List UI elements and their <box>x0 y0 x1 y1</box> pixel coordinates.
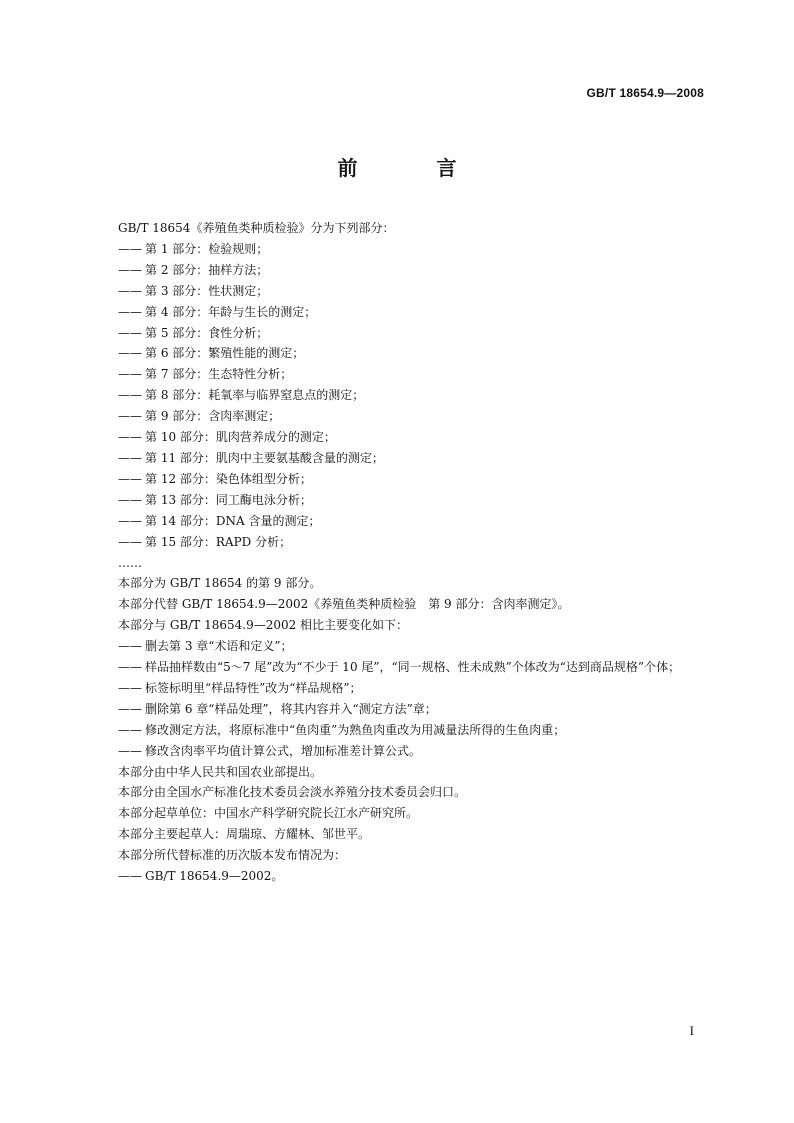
dash-mark: —— <box>118 304 142 319</box>
change-item-3: —— 标签标明里“样品特性”改为“样品规格”； <box>118 678 718 699</box>
dash-mark: —— <box>118 450 142 465</box>
dash-mark: —— <box>118 262 142 277</box>
dash-mark: —— <box>118 471 142 486</box>
intro-paragraph: GB/T 18654《养殖鱼类种质检验》分为下列部分： <box>118 221 395 235</box>
dash-mark: —— <box>118 701 142 716</box>
statement-changes: 本部分与 GB/T 18654.9—2002 相比主要变化如下： <box>118 618 409 633</box>
drafting-unit: 本部分起草单位：中国水产科学研究院长江水产研究所。 <box>118 806 419 821</box>
dash-mark: —— <box>118 743 142 758</box>
centralized-by: 本部分由全国水产标准化技术委员会淡水养殖分技术委员会归口。 <box>118 785 467 800</box>
part-item-10: —— 第 10 部分：肌肉营养成分的测定； <box>118 427 718 448</box>
page-title: 前 言 <box>337 156 493 180</box>
part-item-7: —— 第 7 部分：生态特性分析； <box>118 364 718 385</box>
part-item-2: —— 第 2 部分：抽样方法； <box>118 260 718 281</box>
dash-mark: —— <box>118 346 142 361</box>
change-item-5: —— 修改测定方法，将原标准中“鱼肉重”为熟鱼肉重改为用减量法所得的生鱼肉重； <box>118 720 718 741</box>
part-item-1: —— 第 1 部分：检验规则； <box>118 239 718 260</box>
part-item-14: —— 第 14 部分：DNA 含量的测定； <box>118 511 718 532</box>
dash-mark: —— <box>118 409 142 424</box>
changes-list <box>118 636 718 761</box>
proposed-by: 本部分由中华人民共和国农业部提出。 <box>118 764 323 779</box>
history-intro: 本部分所代替标准的历次版本发布情况为： <box>118 848 347 863</box>
change-item-2: —— 样品抽样数由“5～7 尾”改为“不少于 10 尾”，“同一规格、性未成熟”个体改为“达到商品规格”个体； <box>118 657 718 678</box>
part-item-3: —— 第 3 部分：性状测定； <box>118 281 718 302</box>
page-number: I <box>689 1023 694 1038</box>
change-item-4: —— 删除第 6 章“样品处理”，将其内容并入“测定方法”章； <box>118 699 718 720</box>
standard-code-header: GB/T 18654.9—2008 <box>586 86 704 100</box>
dash-mark: —— <box>118 367 142 382</box>
part-item-6: —— 第 6 部分：繁殖性能的测定； <box>118 343 718 364</box>
dash-mark: —— <box>118 534 142 549</box>
dash-mark: —— <box>118 869 142 884</box>
part-item-15: —— 第 15 部分：RAPD 分析； <box>118 532 718 553</box>
foreword-body <box>118 218 718 887</box>
dash-mark: —— <box>118 513 142 528</box>
change-item-1: —— 删去第 3 章“术语和定义”； <box>118 636 718 657</box>
dash-mark: —— <box>118 325 142 340</box>
part-item-8: —— 第 8 部分：耗氧率与临界窒息点的测定； <box>118 385 718 406</box>
dash-mark: —— <box>118 680 142 695</box>
change-item-6: —— 修改含肉率平均值计算公式，增加标准差计算公式。 <box>118 741 718 762</box>
part-item-9: —— 第 9 部分：含肉率测定； <box>118 406 718 427</box>
dash-mark: —— <box>118 241 142 256</box>
dash-mark: —— <box>118 492 142 507</box>
ellipsis: …… <box>118 555 142 570</box>
history-item-1: —— GB/T 18654.9—2002。 <box>118 866 718 887</box>
drafters: 本部分主要起草人：周瑞琼、方耀林、邹世平。 <box>118 827 371 842</box>
dash-mark: —— <box>118 660 142 675</box>
statement-replace: 本部分代替 GB/T 18654.9—2002《养殖鱼类种质检验 第 9 部分：含肉率测定》。 <box>118 597 570 612</box>
part-item-13: —— 第 13 部分：同工酶电泳分析； <box>118 490 718 511</box>
dash-mark: —— <box>118 639 142 654</box>
dash-mark: —— <box>118 283 142 298</box>
statement-part: 本部分为 GB/T 18654 的第 9 部分。 <box>118 576 322 591</box>
part-item-4: —— 第 4 部分：年龄与生长的测定； <box>118 302 718 323</box>
parts-list <box>118 239 718 553</box>
part-item-5: —— 第 5 部分：食性分析； <box>118 323 718 344</box>
dash-mark: —— <box>118 430 142 445</box>
dash-mark: —— <box>118 722 142 737</box>
part-item-12: —— 第 12 部分：染色体组型分析； <box>118 469 718 490</box>
dash-mark: —— <box>118 388 142 403</box>
part-item-11: —— 第 11 部分：肌肉中主要氨基酸含量的测定； <box>118 448 718 469</box>
